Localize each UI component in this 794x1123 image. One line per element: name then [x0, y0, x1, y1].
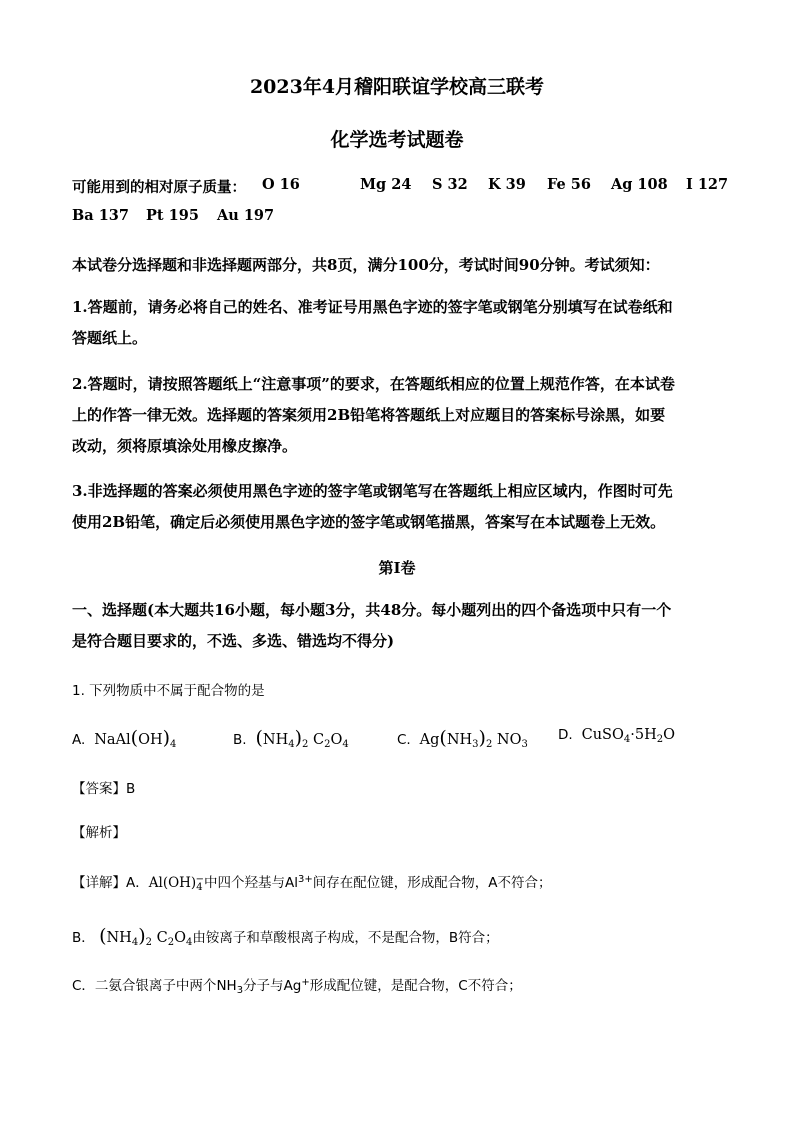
- mass-i: I 127: [686, 176, 729, 193]
- mass-au: Au 197: [217, 207, 275, 224]
- option-a-letter: A.: [72, 732, 86, 748]
- detail-b-text: 由铵离子和草酸根离子构成，不是配合物，B符合；: [192, 930, 499, 946]
- option-d: [558, 727, 675, 745]
- detail-b-prefix: B．: [72, 930, 95, 946]
- notice-item-1-line-1: 1.答题前，请务必将自己的姓名、准考证号用黑色字迹的签字笔或钢笔分别填写在试卷纸和: [72, 298, 673, 316]
- section-heading-line-1: 一、选择题(本大题共16小题，每小题3分，共48分。每小题列出的四个备选项中只有一个: [72, 601, 672, 619]
- notice-item-2-line-1: 2.答题时，请按照答题纸上“注意事项”的要求，在答题纸相应的位置上规范作答，在本试卷: [72, 375, 675, 393]
- notice-item-3-line-2: 使用2B铅笔，确定后必须使用黑色字迹的签字笔或钢笔描黑，答案写在本试题卷上无效。: [72, 513, 666, 531]
- detail-a-end: 间存在配位键，形成配合物，A不符合；: [312, 875, 552, 891]
- exam-title: 2023年4月稽阳联谊学校高三联考: [249, 76, 545, 98]
- option-b: [233, 727, 349, 750]
- masses-label: 可能用到的相对原子质量：: [72, 179, 246, 196]
- mass-fe: Fe 56: [547, 176, 591, 193]
- notice-item-2-line-3: 改动，须将原填涂处用橡皮擦净。: [72, 437, 298, 455]
- detail-c-prefix: C．二氨合银离子中两个: [72, 978, 217, 994]
- option-a-formula: $NaAl(OH)_4$: [89, 727, 177, 750]
- mass-pt: Pt 195: [146, 207, 199, 224]
- exam-subtitle: 化学选考试题卷: [330, 129, 464, 151]
- mass-s: S 32: [432, 176, 468, 193]
- mass-k: K 39: [488, 176, 526, 193]
- detail-a: [72, 871, 551, 893]
- option-c-formula: $Ag(NH_3)_2$ $NO_3$: [415, 727, 528, 750]
- detail-b: [72, 925, 499, 948]
- detail-c-end: 形成配位键，是配合物，C不符合；: [309, 978, 522, 994]
- mass-o: O 16: [262, 176, 300, 193]
- analysis-label: 【解析】: [72, 825, 126, 841]
- notice-intro: 本试卷分选择题和非选择题两部分，共8页，满分100分，考试时间90分钟。考试须知：: [72, 256, 660, 274]
- detail-label: 【详解】A．: [72, 875, 149, 891]
- detail-c-mid: 分子与: [243, 978, 284, 994]
- detail-a-formula: $Al(OH)_4^-$: [148, 874, 204, 893]
- detail-a-text: 中四个羟基与: [203, 875, 285, 891]
- option-a: [72, 727, 176, 750]
- option-c-letter: C.: [397, 732, 411, 748]
- detail-c-nh3: $NH_3$: [216, 978, 244, 996]
- mass-ag: Ag 108: [611, 176, 668, 193]
- question-1-stem: 1. 下列物质中不属于配合物的是: [72, 683, 265, 699]
- detail-c-ag: Ag+: [283, 977, 310, 994]
- notice-item-3-line-1: 3.非选择题的答案必须使用黑色字迹的签字笔或钢笔写在答题纸上相应区域内，作图时可先: [72, 482, 673, 500]
- option-d-letter: D.: [558, 727, 573, 743]
- section-heading-line-2: 是符合题目要求的，不选、多选、错选均不得分): [72, 632, 395, 650]
- detail-c: [72, 974, 522, 996]
- mass-ba: Ba 137: [72, 207, 129, 224]
- detail-a-ion: $Al^{3+}$: [284, 874, 313, 891]
- option-c: [397, 727, 528, 750]
- option-d-formula: $CuSO_4\cdot 5H_2O$: [576, 727, 675, 745]
- answer-label: 【答案】B: [72, 781, 136, 797]
- mass-mg: Mg 24: [360, 176, 412, 193]
- notice-item-1-line-2: 答题纸上。: [72, 329, 148, 347]
- detail-b-formula: $(NH_4)_2$ $C_2O_4$: [99, 925, 193, 948]
- notice-item-2-line-2: 上的作答一律无效。选择题的答案须用2B铅笔将答题纸上对应题目的答案标号涂黑，如要: [72, 406, 666, 424]
- option-b-formula: $(NH_4)_2$ $C_2O_4$: [255, 727, 349, 750]
- option-b-letter: B.: [233, 732, 247, 748]
- section-title: 第I卷: [378, 559, 416, 577]
